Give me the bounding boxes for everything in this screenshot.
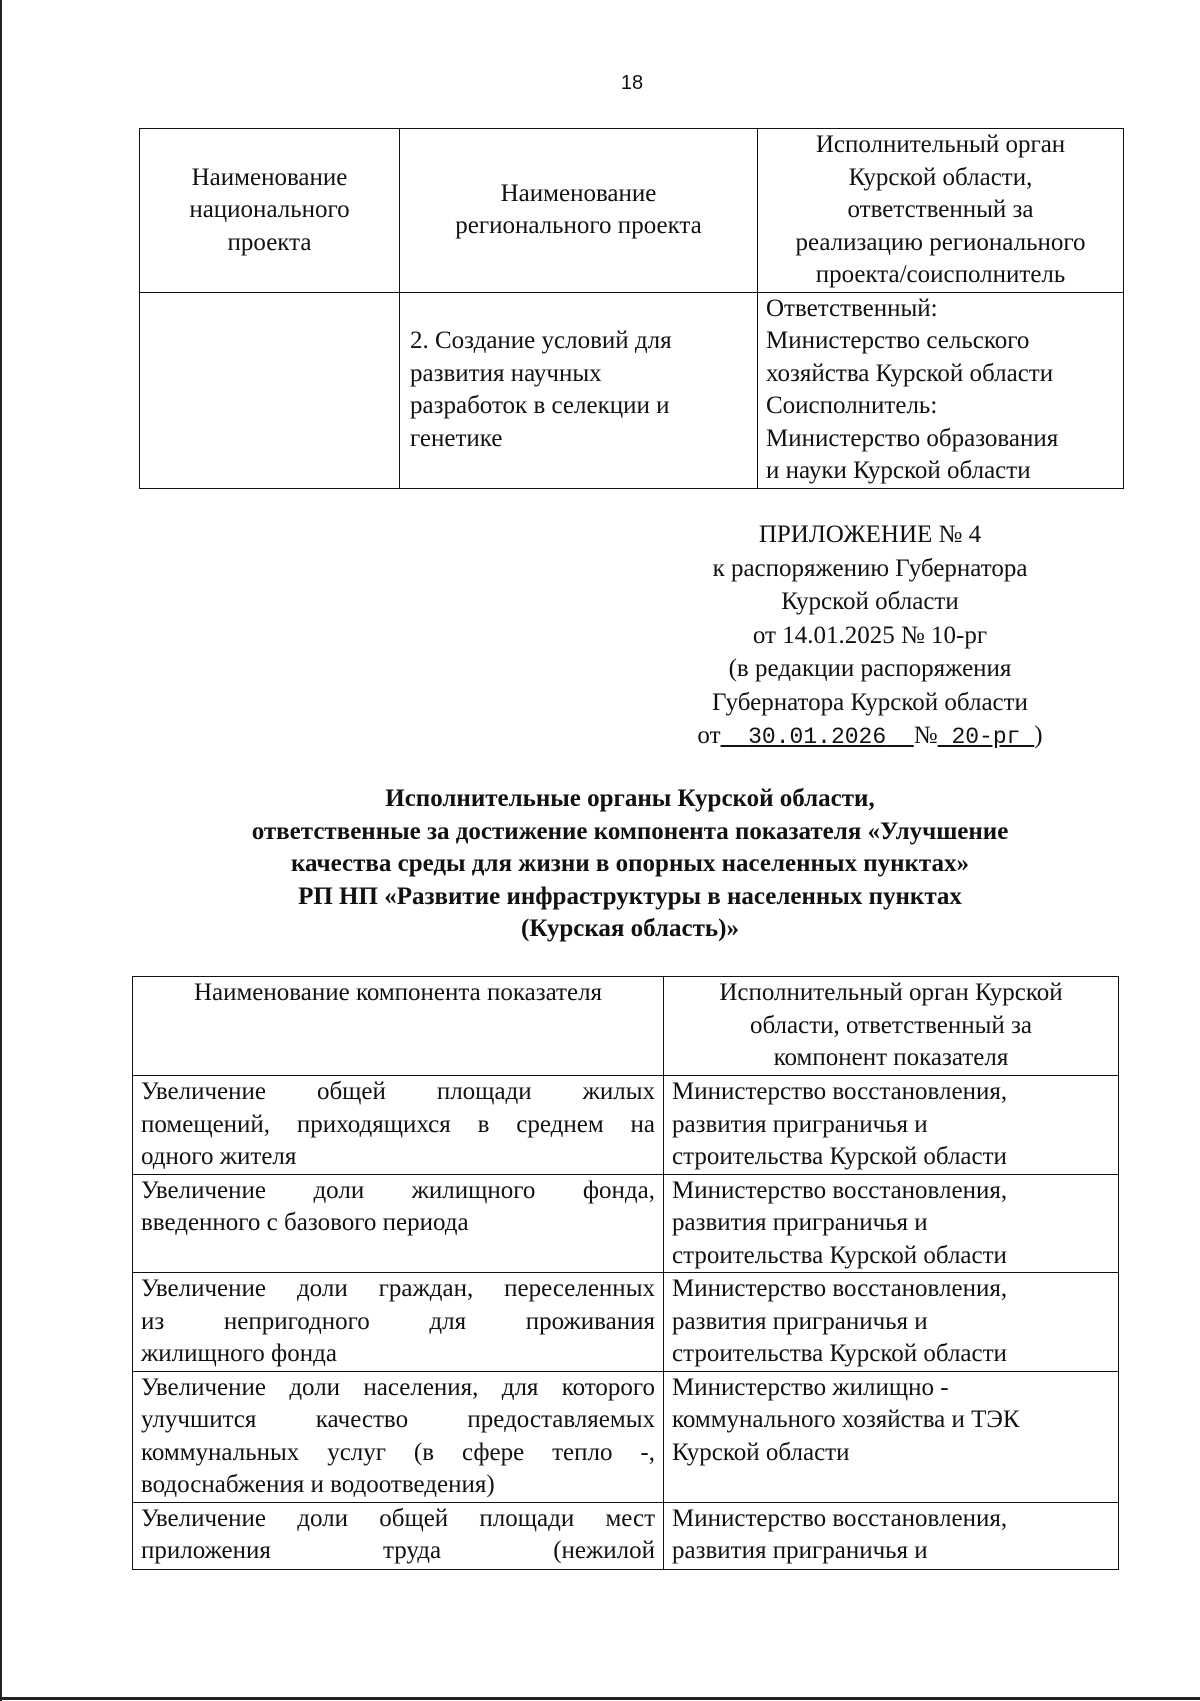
heading-line: Исполнительные органы Курской области,: [385, 785, 875, 812]
cell-national-project: [140, 292, 400, 488]
cell-line: 2. Создание условий для: [410, 327, 672, 354]
cell-line: Министерство восстановления,: [672, 1275, 1008, 1302]
cell-line: улучшится качество предоставляемых: [141, 1406, 655, 1433]
heading-line: РП НП «Развитие инфраструктуры в населенных пунктах: [298, 882, 962, 910]
cell-line: Увеличение доли граждан, переселенных: [141, 1275, 655, 1302]
cell-responsible-body: [758, 292, 1124, 488]
cell-component: [133, 1502, 664, 1569]
appendix-line: Губернатора Курской области: [712, 688, 1028, 716]
cell-line: и науки Курской области: [766, 457, 1031, 484]
cell-line: Министерство восстановления,: [672, 1504, 1008, 1532]
cell-line: коммунального хозяйства и ТЭК: [672, 1406, 1020, 1433]
cell-line: развития приграничья и: [672, 1537, 928, 1564]
cell-line: Увеличение доли общей площади мест: [141, 1504, 655, 1532]
header-line: Исполнительный орган: [815, 131, 1066, 158]
cell-line: Курской области: [672, 1438, 850, 1466]
table-row: [133, 1174, 1119, 1273]
cell-line: Министерство восстановления,: [672, 1078, 1008, 1105]
header-line: Наименование компонента показателя: [193, 979, 603, 1006]
page-bottom-border: [0, 1697, 1200, 1700]
header-line: проекта: [227, 228, 312, 256]
header-line: национального: [189, 196, 350, 223]
cell-line: Увеличение доли жилищного фонда,: [141, 1176, 655, 1204]
header-line: области, ответственный за: [749, 1011, 1033, 1039]
cell-line: помещений, приходящихся в среднем на: [141, 1110, 655, 1138]
cell-line: Министерство сельского: [766, 327, 1030, 354]
cell-line: Министерство восстановления,: [672, 1176, 1008, 1204]
cell-line: развития приграничья и: [672, 1110, 928, 1138]
cell-line: Ответственный:: [766, 294, 938, 322]
heading-line: (Курская область)»: [521, 915, 739, 942]
table-row: [133, 1371, 1119, 1502]
amendment-number-sign: №: [913, 722, 938, 749]
table-row: [140, 292, 1124, 488]
page-number: 18: [620, 72, 644, 94]
amendment-line: [680, 719, 1060, 755]
cell-line: жилищного фонда: [141, 1340, 337, 1367]
header-line: реализацию регионального: [795, 228, 1086, 256]
regional-projects-table: [139, 128, 1124, 489]
cell-line: разработок в селекции и: [410, 392, 670, 419]
table-row: [133, 1502, 1119, 1569]
cell-component: [133, 1371, 664, 1502]
header-component: [133, 977, 664, 1076]
cell-line: Увеличение доли населения, для которого: [141, 1373, 655, 1401]
cell-component: [133, 1273, 664, 1372]
amendment-number-value: 20-рг: [951, 724, 1021, 750]
appendix-line: Курской области: [781, 588, 959, 615]
amendment-number: [938, 724, 1035, 750]
heading-line: ответственные за достижение компонента показателя «Улучшение: [251, 817, 1009, 845]
header-national-project: [140, 129, 400, 293]
header-line: проекта/соисполнитель: [815, 261, 1066, 288]
cell-executive-body: [664, 1371, 1119, 1502]
cell-line: развития приграничья и: [672, 1307, 928, 1335]
page-left-border: [0, 0, 2, 1701]
cell-line: Министерство жилищно -: [672, 1373, 949, 1401]
header-responsible-body: [758, 129, 1124, 293]
header-line: Исполнительный орган Курской: [719, 979, 1063, 1006]
heading-line: качества среды для жизни в опорных населенных пунктах»: [290, 850, 970, 877]
table-row: [133, 1273, 1119, 1372]
cell-line: строительства Курской области: [672, 1241, 1007, 1269]
cell-line: Министерство образования: [766, 424, 1059, 452]
cell-line: строительства Курской области: [672, 1143, 1007, 1170]
cell-line: хозяйства Курской области: [766, 359, 1054, 387]
amendment-date: [721, 724, 914, 750]
cell-line: одного жителя: [141, 1143, 297, 1170]
cell-line: генетике: [410, 424, 503, 452]
header-line: Наименование: [500, 179, 657, 207]
table-header-row: [140, 129, 1124, 293]
amendment-prefix: от: [697, 722, 721, 749]
table-row: [133, 1076, 1119, 1175]
appendix-line: (в редакции распоряжения: [728, 655, 1012, 682]
cell-line: коммунальных услуг (в сфере тепло -,: [141, 1438, 655, 1466]
cell-line: введенного с базового периода: [141, 1209, 469, 1236]
cell-executive-body: [664, 1076, 1119, 1175]
header-line: ответственный за: [847, 196, 1034, 223]
table-header-row: [133, 977, 1119, 1076]
appendix-line: к распоряжению Губернатора: [712, 554, 1028, 582]
cell-regional-project: [400, 292, 758, 488]
cell-executive-body: [664, 1502, 1119, 1569]
header-regional-project: [400, 129, 758, 293]
header-line: компонент показателя: [773, 1044, 1009, 1071]
cell-component: [133, 1076, 664, 1175]
cell-line: приложения труда (нежилой: [141, 1537, 655, 1564]
header-executive-body: [664, 977, 1119, 1076]
indicator-components-table: [132, 976, 1119, 1570]
cell-line: Увеличение общей площади жилых: [141, 1078, 655, 1105]
cell-line: водоснабжения и водоотведения): [141, 1471, 495, 1498]
cell-line: строительства Курской области: [672, 1340, 1007, 1367]
header-line: Наименование: [191, 163, 348, 191]
appendix-line: от 14.01.2025 № 10-рг: [752, 621, 988, 649]
header-line: регионального проекта: [455, 212, 702, 240]
cell-line: развития научных: [410, 359, 602, 387]
cell-line: развития приграничья и: [672, 1209, 928, 1236]
cell-executive-body: [664, 1273, 1119, 1372]
header-line: Курской области,: [848, 163, 1033, 191]
appendix-block: [680, 518, 1060, 755]
cell-executive-body: [664, 1174, 1119, 1273]
cell-line: из непригодного для проживания: [141, 1307, 655, 1335]
amendment-date-value: 30.01.2026: [748, 724, 887, 750]
appendix-title: ПРИЛОЖЕНИЕ № 4: [758, 521, 982, 548]
cell-line: Соисполнитель:: [766, 392, 938, 419]
cell-component: [133, 1174, 664, 1273]
amendment-close: ): [1034, 722, 1043, 749]
document-heading: [140, 783, 1120, 946]
